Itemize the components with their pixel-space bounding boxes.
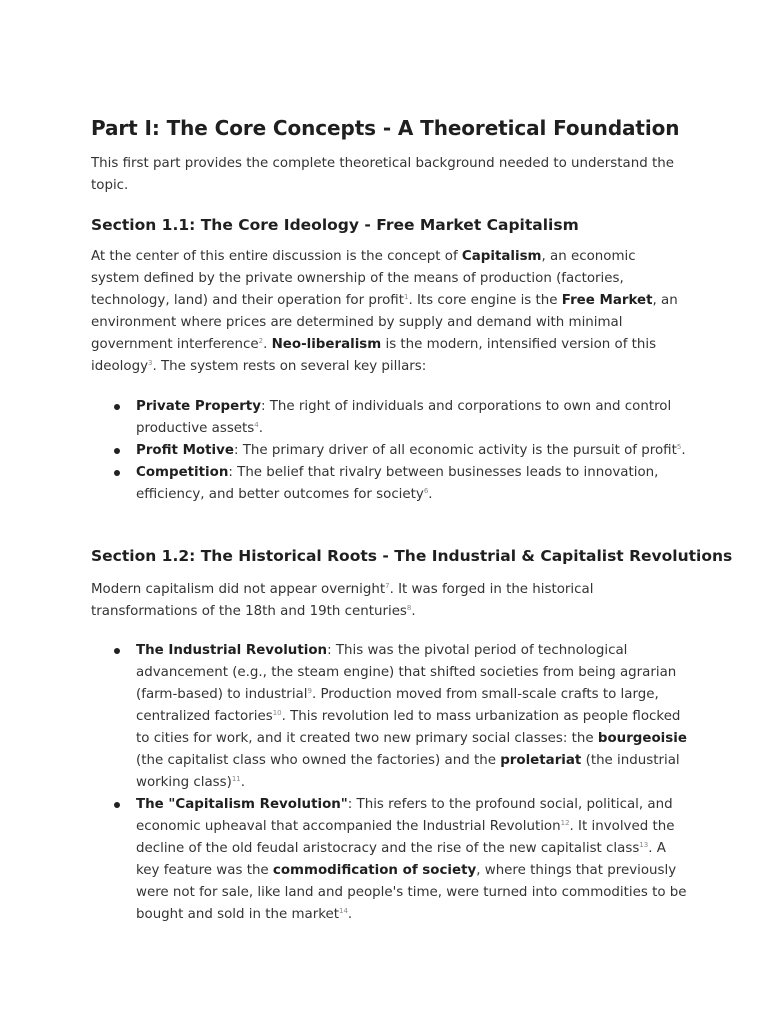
section-1-2-heading: Section 1.2: The Historical Roots - The Industrial & Capitalist Revolutions	[91, 547, 733, 565]
footnote-ref: 3	[148, 359, 153, 367]
footnote-ref: 6	[423, 487, 429, 495]
list-item: The Industrial Revolution: This was the pivotal period of technological advancement (e.g., the steam engine) that shifted societies from being agrarian (farm-based) to industrial$^9$. Production moved from small-scale crafts to large, centralized factories$^{10}$. This revolution led to mass urbanization as people flocked to cities for work, and it created two new primary social classes: the bourgeoisie (the capitalist class who owned the factories) and the proletariat (the industrial working class)$^{11}$.	[91, 640, 687, 794]
list-item: Competition: The belief that rivalry between businesses leads to innovation, efficiency, and better outcomes for society$^6$.	[91, 462, 687, 506]
intro-paragraph: This first part provides the complete theoretical background needed to understand the topic.	[91, 156, 674, 193]
list-item: Profit Motive: The primary driver of all economic activity is the pursuit of profit$^5$.	[91, 440, 687, 462]
footnote-ref: 4	[254, 421, 259, 429]
term-capitalism: Capitalism	[461, 249, 542, 264]
list-item: Private Property: The right of individuals and corporations to own and control productive assets$^4$.	[91, 396, 687, 440]
footnote-ref: 9	[307, 687, 312, 695]
footnote-ref: 5	[676, 443, 682, 451]
footnote-ref: 10	[272, 709, 282, 717]
footnote-ref: 13	[639, 841, 649, 849]
footnote-ref: 11	[231, 775, 241, 783]
footnote-ref: 14	[338, 907, 348, 915]
section-1-1-heading: Section 1.1: The Core Ideology - Free Market Capitalism	[91, 216, 579, 234]
footnote-ref: 7	[385, 582, 390, 590]
list-item: The "Capitalism Revolution": This refers to the profound social, political, and economic upheaval that accompanied the Industrial Revolution$^{12}$. It involved the decline of the old feudal aristocracy and the rise of the new capitalist class$^{13}$. A key feature was the commodification of society, where things that previously were not for sale, like land and people's time, were turned into commodities to be bought and sold in the market$^{14}$.	[91, 794, 687, 926]
footnote-ref: 12	[560, 819, 570, 827]
footnote-ref: 1	[403, 293, 409, 301]
term-neo-liberalism: Neo-liberalism	[271, 337, 382, 352]
section-1-1-paragraph: At the center of this entire discussion is the concept of Capitalism, an economic system defined by the private ownership of the means of production (factories, technology, land) and their operation for profit$^1$. Its core engine is the Free Market, an environment where prices are determined by supply and demand with minimal government interference$^2$. Neo-liberalism is the modern, intensified version of this ideology$^3$. The system rests on several key pillars:	[91, 249, 678, 374]
section-1-2-paragraph: Modern capitalism did not appear overnight$^7$. It was forged in the historical transformations of the 18th and 19th centuries$^8$.	[91, 582, 594, 619]
footnote-ref: 2	[258, 337, 264, 345]
revolutions-list	[91, 640, 687, 926]
term-free-market: Free Market	[561, 293, 653, 308]
footnote-ref: 8	[406, 604, 412, 612]
part-title: Part I: The Core Concepts - A Theoretical Foundation	[91, 116, 680, 140]
pillars-list	[91, 396, 687, 506]
